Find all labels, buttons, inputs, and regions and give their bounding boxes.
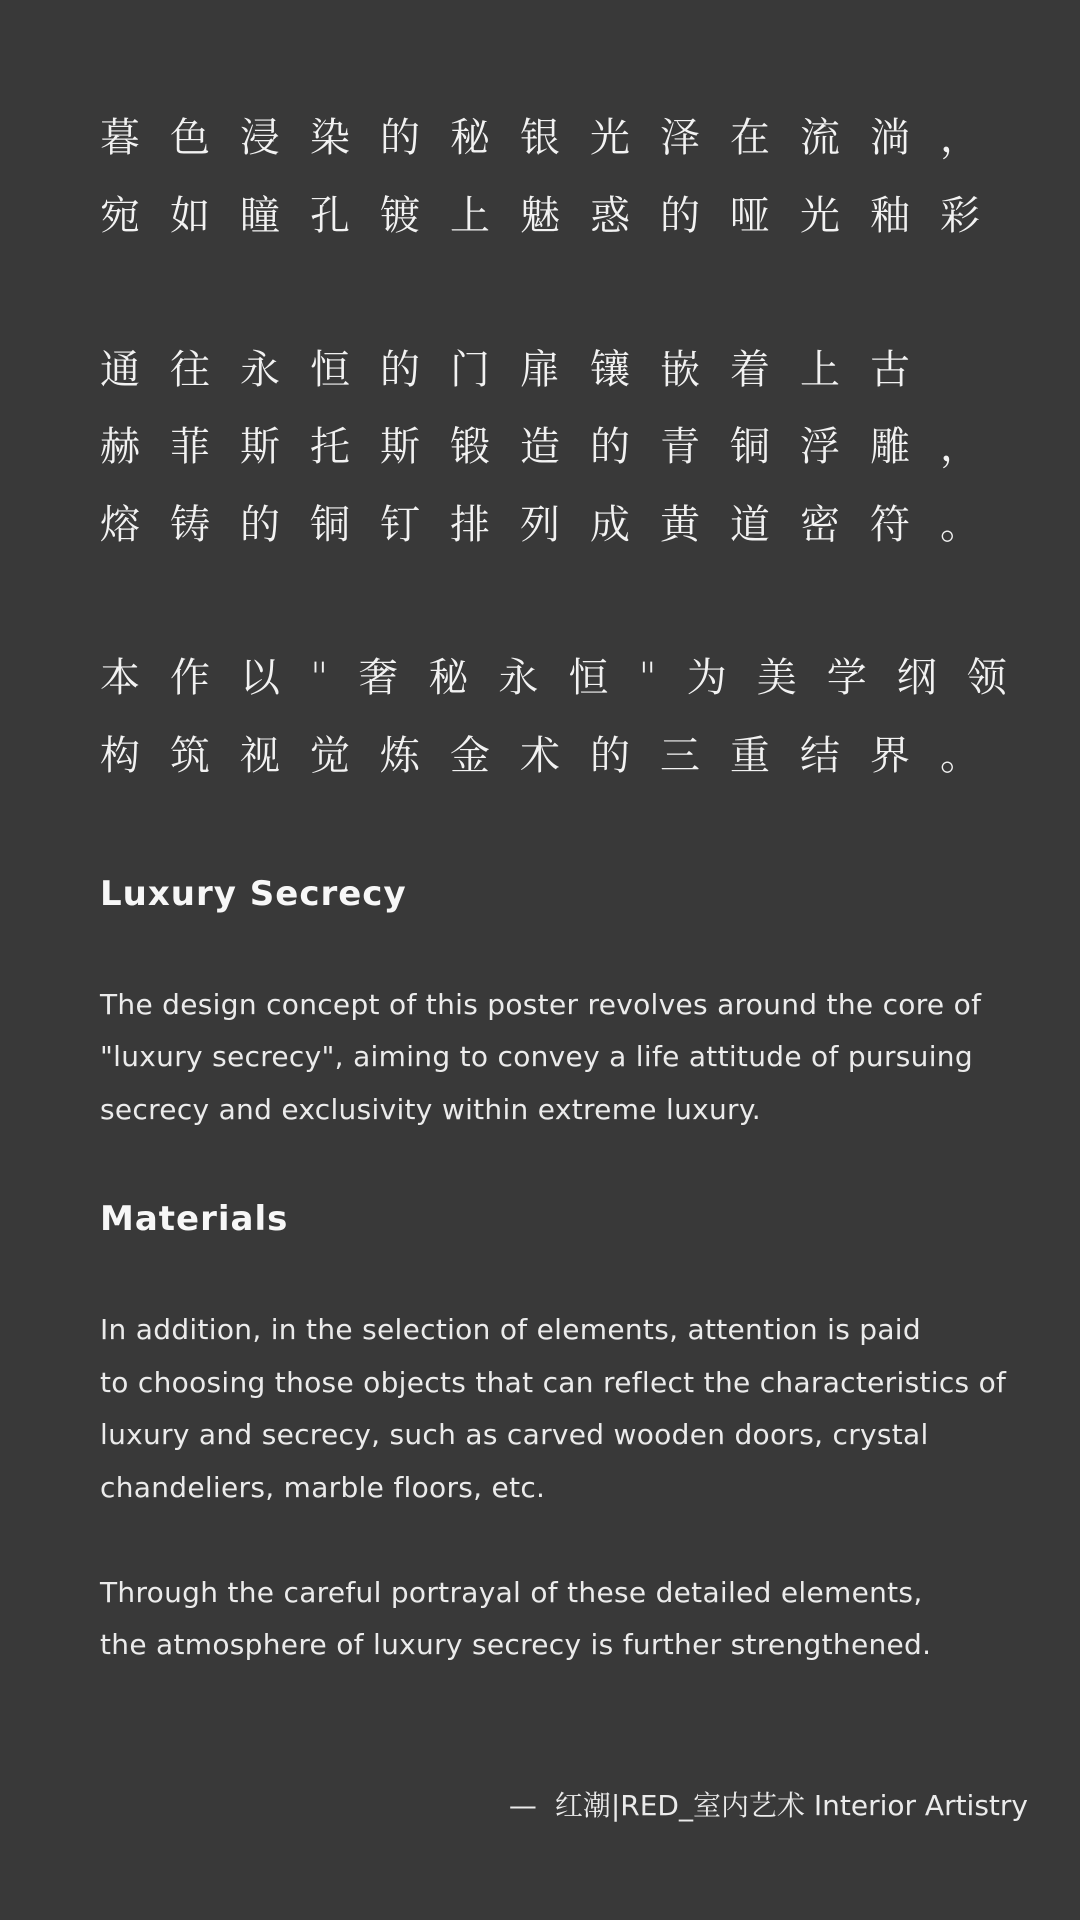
body-line: chandeliers, marble floors, etc. <box>100 1471 546 1504</box>
body-line: In addition, in the selection of elements, attention is paid <box>100 1313 921 1346</box>
body-line: Through the careful portrayal of these detailed elements, <box>100 1576 923 1609</box>
poem-line: 暮色浸染的秘银光泽在流淌， <box>100 115 1010 161</box>
poem-line: 宛如瞳孔镀上魅惑的哑光釉彩 <box>100 193 1010 239</box>
signature-dash: — <box>508 1789 537 1822</box>
section-heading-luxury-secrecy: Luxury Secrecy <box>100 874 407 914</box>
poem-line: 通往永恒的门扉镶嵌着上古 <box>100 347 940 393</box>
poem-line: 熔铸的铜钉排列成黄道密符。 <box>100 502 1010 548</box>
section-heading-materials: Materials <box>100 1199 289 1239</box>
body-line: the atmosphere of luxury secrecy is further strengthened. <box>100 1628 932 1661</box>
body-line: The design concept of this poster revolves around the core of <box>100 988 982 1021</box>
body-line: to choosing those objects that can reflect the characteristics of <box>100 1366 1007 1399</box>
signature <box>509 1786 1028 1826</box>
body-line: secrecy and exclusivity within extreme luxury. <box>100 1093 761 1126</box>
poem-line: 赫菲斯托斯锻造的青铜浮雕， <box>100 424 1010 470</box>
poem-line: 本作以"奢秘永恒"为美学纲领 <box>100 655 1037 701</box>
poem-line: 构筑视觉炼金术的三重结界。 <box>100 733 1010 779</box>
body-line: "luxury secrecy", aiming to convey a life attitude of pursuing <box>100 1040 973 1073</box>
signature-text: 红潮|RED_室内艺术 Interior Artistry <box>554 1789 1028 1822</box>
body-line: luxury and secrecy, such as carved wooden doors, crystal <box>100 1418 929 1451</box>
